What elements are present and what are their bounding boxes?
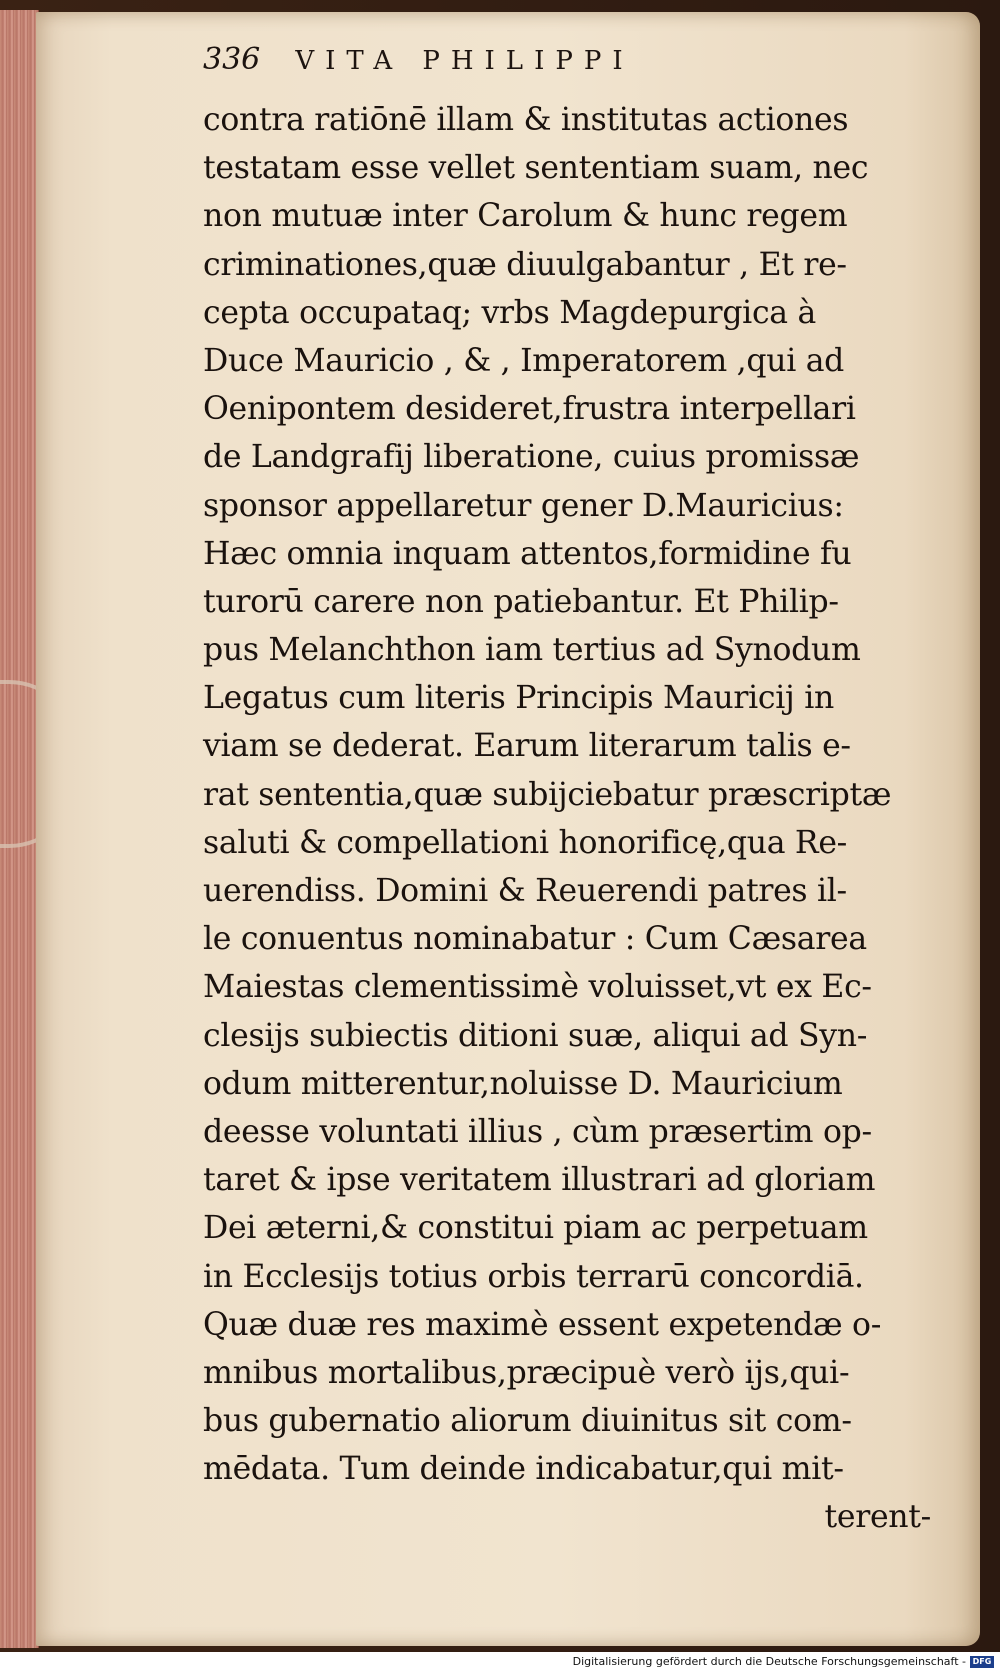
text-line: Maiestas clementissimè voluisset,vt ex Ec- xyxy=(203,969,872,1006)
text-line: sponsor appellaretur gener D.Mauricius: xyxy=(203,487,844,524)
digitization-footer xyxy=(0,1652,1000,1672)
text-line: pus Melanchthon iam tertius ad Synodum xyxy=(203,632,861,669)
text-line: deesse voluntati illius , cùm præsertim op- xyxy=(203,1113,872,1150)
text-line: Quæ duæ res maximè essent expetendæ o- xyxy=(203,1306,882,1343)
text-line: Hæc omnia inquam attentos,formidine fu xyxy=(203,535,852,572)
text-line: clesijs subiectis ditioni suæ, aliqui ad Syn- xyxy=(203,1017,868,1054)
text-line: rat sententia,quæ subijciebatur præscriptæ xyxy=(203,776,892,813)
catchword: terent- xyxy=(824,1499,931,1536)
text-line: Legatus cum literis Principis Mauricij in xyxy=(203,680,834,717)
text-line: turorū carere non patiebantur. Et Philip- xyxy=(203,583,839,620)
text-line: de Landgrafij liberatione, cuius promissæ xyxy=(203,439,860,476)
body-text xyxy=(203,96,963,1542)
dfg-logo-icon: DFG xyxy=(970,1656,994,1668)
page-number: 336 xyxy=(203,42,261,77)
text-line: in Ecclesijs totius orbis terrarū concordiā. xyxy=(203,1258,864,1295)
text-line: taret & ipse veritatem illustrari ad gloriam xyxy=(203,1162,876,1199)
text-line: mnibus mortalibus,præcipuè verò ijs,qui- xyxy=(203,1354,850,1391)
text-line: uerendiss. Domini & Reuerendi patres il- xyxy=(203,873,847,909)
text-line: contra ratiōnē illam & institutas actiones xyxy=(203,102,849,138)
text-line: Duce Mauricio , & , Imperatorem ,qui ad xyxy=(203,342,845,379)
text-line: cepta occupataq; vrbs Magdepurgica à xyxy=(203,294,816,331)
running-head: VITA PHILIPPI xyxy=(295,46,634,76)
text-line: testatam esse vellet sententiam suam, nec xyxy=(203,150,869,187)
text-line: viam se dederat. Earum literarum talis e- xyxy=(203,728,851,765)
text-line: saluti & compellationi honorificę,qua Re- xyxy=(203,824,848,861)
text-line: non mutuæ inter Carolum & hunc regem xyxy=(203,198,848,235)
text-line: bus gubernatio aliorum diuinitus sit com- xyxy=(203,1403,852,1440)
text-line: odum mitterentur,noluisse D. Mauricium xyxy=(203,1065,843,1102)
page-header xyxy=(203,42,634,77)
text-line: le conuentus nominabatur : Cum Cæsarea xyxy=(203,921,867,958)
text-line: Dei æterni,& constitui piam ac perpetuam xyxy=(203,1210,868,1247)
text-line: criminationes,quæ diuulgabantur , Et re- xyxy=(203,246,847,283)
text-line: mēdata. Tum deinde indicabatur,qui mit- xyxy=(203,1451,844,1488)
funding-credit: Digitalisierung gefördert durch die Deutsche Forschungsgemeinschaft - xyxy=(572,1655,966,1668)
text-line: Oenipontem desideret,frustra interpellari xyxy=(203,391,856,428)
